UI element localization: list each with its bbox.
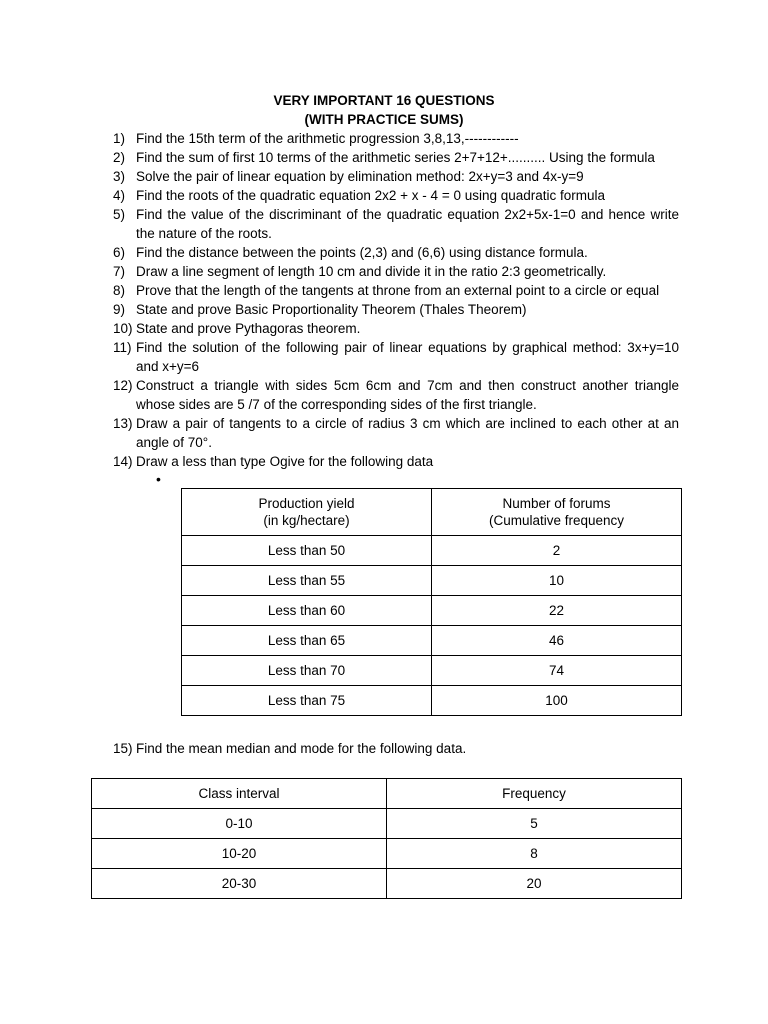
question-text: State and prove Basic Proportionality Theorem (Thales Theorem) (136, 302, 527, 317)
question-text: Find the roots of the quadratic equation 2x2 + x - 4 = 0 using quadratic formula (136, 188, 606, 203)
question-3 (113, 167, 679, 186)
table-row (92, 809, 682, 839)
table-cell: Less than 65 (182, 626, 432, 656)
question-15 (113, 739, 679, 758)
question-text: Find the solution of the following pair of linear equations by graphical method: 3x+y=10 and x+y=6 (136, 340, 679, 374)
question-11 (113, 338, 679, 376)
question-number: 10) (113, 321, 133, 336)
question-text: Draw a less than type Ogive for the following data (136, 454, 434, 469)
table-cell: Less than 70 (182, 656, 432, 686)
question-text: Draw a pair of tangents to a circle of radius 3 cm which are inclined to each other at an angle of 70°. (136, 416, 679, 450)
table-cell: 2 (432, 536, 682, 566)
table-cell: 100 (432, 686, 682, 716)
table-cell: 5 (387, 809, 682, 839)
table-cell: Less than 75 (182, 686, 432, 716)
question-number: 12) (113, 378, 133, 393)
table-header-row (182, 489, 682, 536)
question-number: 7) (113, 264, 126, 279)
question-6 (113, 243, 679, 262)
table-row (92, 869, 682, 899)
table-cell: 22 (432, 596, 682, 626)
table-cell: Less than 60 (182, 596, 432, 626)
question-text: Find the mean median and mode for the following data. (136, 741, 467, 756)
question-text: Find the value of the discriminant of the quadratic equation 2x2+5x-1=0 and hence write the nature of the roots. (136, 207, 679, 241)
question-number: 1) (113, 131, 126, 146)
question-text: Construct a triangle with sides 5cm 6cm and 7cm and then construct another triangle whose sides are 5 /7 of the corresponding sides of the first triangle. (136, 378, 679, 412)
table-row (182, 536, 682, 566)
question-number: 5) (113, 207, 126, 222)
table-cell: 20 (387, 869, 682, 899)
question-14 (113, 452, 679, 471)
table-cell: 74 (432, 656, 682, 686)
table-header-cell: Class interval (92, 779, 387, 809)
table-row (182, 656, 682, 686)
question-number: 11) (113, 340, 132, 355)
table-cell: 0-10 (92, 809, 387, 839)
question-number: 8) (113, 283, 126, 298)
question-number: 4) (113, 188, 126, 203)
question-13 (113, 414, 679, 452)
question-2 (113, 148, 679, 167)
question-12 (113, 376, 679, 414)
header-production-yield: Production yield (in kg/hectare) (258, 496, 355, 528)
question-8 (113, 281, 679, 300)
frequency-data-table (91, 778, 682, 899)
question-text: Find the distance between the points (2,3) and (6,6) using distance formula. (136, 245, 588, 260)
page-subtitle: (WITH PRACTICE SUMS) (304, 112, 464, 127)
table-row (182, 596, 682, 626)
question-text: Prove that the length of the tangents at throne from an external point to a circle or equal (136, 283, 660, 298)
question-9 (113, 300, 679, 319)
table-row (182, 626, 682, 656)
table-cell: Less than 55 (182, 566, 432, 596)
table-header-cell (182, 489, 432, 536)
table-cell: 8 (387, 839, 682, 869)
question-text: State and prove Pythagoras theorem. (136, 321, 361, 336)
question-4 (113, 186, 679, 205)
table-row (92, 839, 682, 869)
table-cell: Less than 50 (182, 536, 432, 566)
table-row (182, 566, 682, 596)
question-number: 6) (113, 245, 126, 260)
table-cell: 10 (432, 566, 682, 596)
question-10 (113, 319, 679, 338)
table-cell: 20-30 (92, 869, 387, 899)
question-text: Solve the pair of linear equation by elimination method: 2x+y=3 and 4x-y=9 (136, 169, 584, 184)
question-number: 2) (113, 150, 126, 165)
question-number: 14) (113, 454, 133, 469)
header-cumulative-frequency: Number of forums (Cumulative frequency (488, 496, 625, 528)
question-7 (113, 262, 679, 281)
table-header-cell (432, 489, 682, 536)
question-number: 9) (113, 302, 126, 317)
table-header-cell: Frequency (387, 779, 682, 809)
question-number: 15) (113, 741, 133, 756)
question-text: Find the sum of first 10 terms of the arithmetic series 2+7+12+.......... Using the formula (136, 150, 655, 165)
table-cell: 46 (432, 626, 682, 656)
ogive-data-table (181, 488, 682, 716)
question-number: 13) (113, 416, 133, 431)
question-1 (113, 129, 679, 148)
question-5 (113, 205, 679, 243)
page-title: VERY IMPORTANT 16 QUESTIONS (273, 93, 495, 108)
table-header-row (92, 779, 682, 809)
bullet-point: • (156, 471, 161, 487)
question-text: Find the 15th term of the arithmetic progression 3,8,13,------------ (136, 131, 519, 146)
question-number: 3) (113, 169, 126, 184)
table-cell: 10-20 (92, 839, 387, 869)
table-row (182, 686, 682, 716)
question-text: Draw a line segment of length 10 cm and divide it in the ratio 2:3 geometrically. (136, 264, 607, 279)
